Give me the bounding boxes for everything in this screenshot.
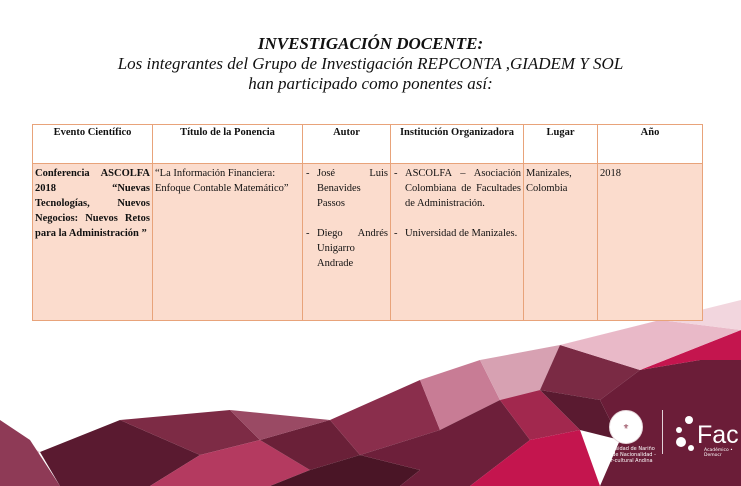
autor-item: - José Luis Benavides Passos (305, 166, 388, 211)
university-seal-icon: ⚜ (609, 410, 643, 444)
university-logo-text (596, 446, 658, 464)
heading-line-3: han participado como ponentes así: (248, 74, 493, 93)
university-subtitle: Sede de Nacionalidad - Inter-cultural Andina (598, 452, 656, 464)
col-lugar: Lugar (524, 125, 598, 164)
table-row (33, 164, 703, 321)
ponencias-table (32, 124, 703, 321)
institucion-item: - Universidad de Manizales. (393, 226, 521, 241)
cell-instituciones (391, 164, 524, 321)
cell-anio: 2018 (598, 164, 703, 321)
heading-line-2: Los integrantes del Grupo de Investigación REPCONTA ,GIADEM Y SOL (117, 54, 624, 73)
faculty-subtitle: Académico • Democr (704, 448, 733, 458)
cell-titulo: “La Información Financiera: Enfoque Contable Matemático” (153, 164, 303, 321)
cell-evento: Conferencia ASCOLFA 2018 “Nuevas Tecnologías, Nuevos Negocios: Nuevos Retos para la Administración ” (33, 164, 153, 321)
cell-lugar: Manizales, Colombia (524, 164, 598, 321)
col-institucion: Institución Organizadora (391, 125, 524, 164)
heading-title: INVESTIGACIÓN DOCENTE: (257, 34, 484, 53)
faculty-brand: Fac (697, 421, 739, 449)
page-heading (0, 34, 741, 94)
col-titulo: Título de la Ponencia (153, 125, 303, 164)
col-anio: Año (598, 125, 703, 164)
university-name: Universidad de Nariño (599, 446, 655, 452)
cell-autores (303, 164, 391, 321)
logo-divider (662, 410, 663, 454)
col-autor: Autor (303, 125, 391, 164)
autor-item: - Diego Andrés Unigarro Andrade (305, 226, 388, 271)
institucion-item: - ASCOLFA – Asociación Colombiana de Facultades de Administración. (393, 166, 521, 211)
table-header-row (33, 125, 703, 164)
col-evento: Evento Científico (33, 125, 153, 164)
